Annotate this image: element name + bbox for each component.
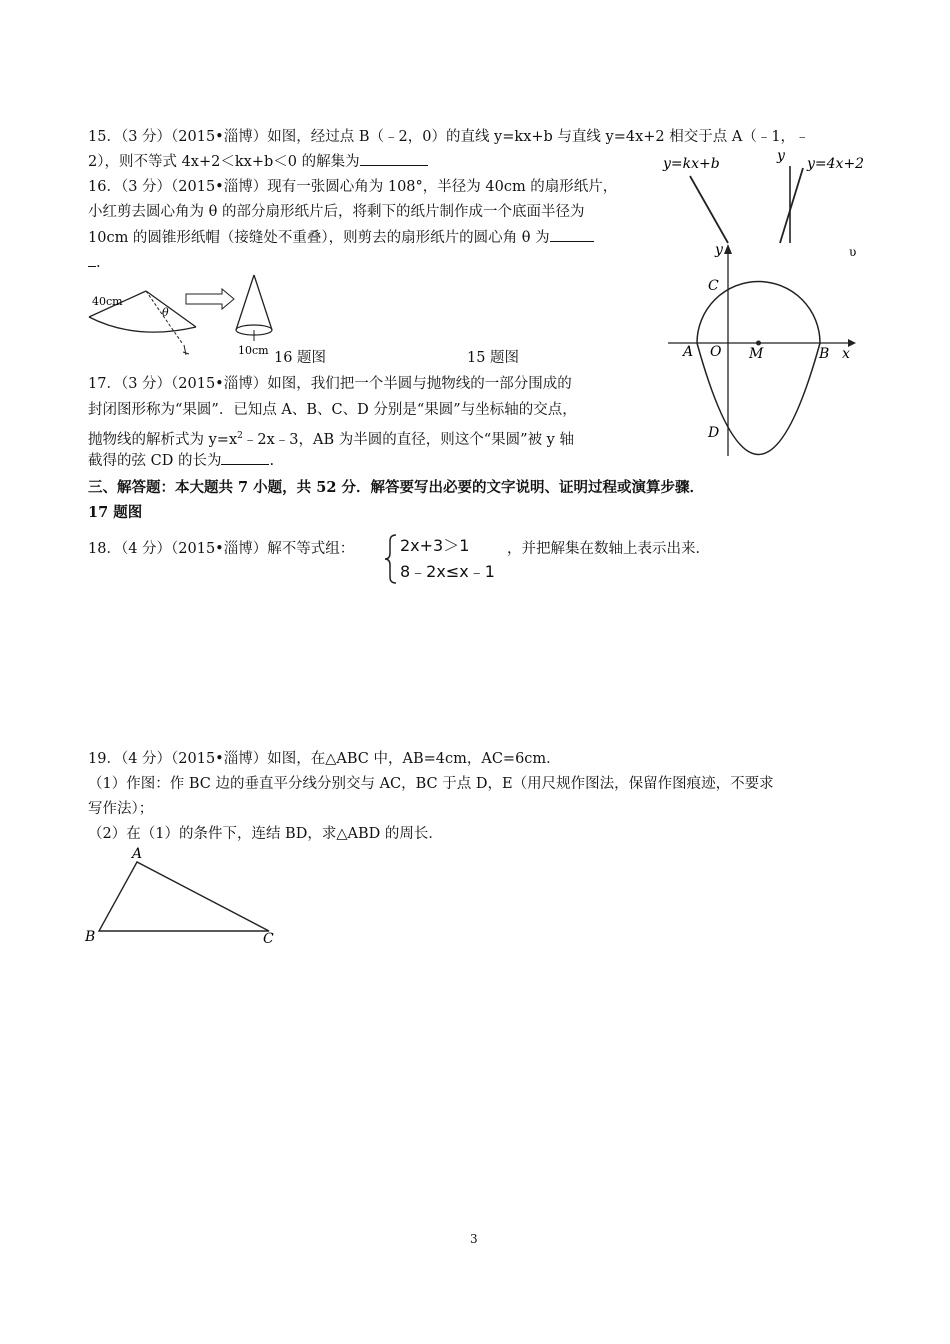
- q15-line-2-text: 2），则不等式 4x+2＜kx+b＜0 的解集为: [88, 154, 360, 170]
- q18-inequality-1: 2x+3＞1: [400, 536, 470, 555]
- q18-text: 18．（4 分）（2015•淄博）解不等式组：: [88, 541, 355, 557]
- q18-tail: ，并把解集在数轴上表示出来．: [507, 541, 710, 557]
- q18-inequality-system: [400, 533, 495, 585]
- q15-answer-blank: [360, 150, 428, 166]
- q19-line-4: （2）在（1）的条件下，连结 BD，求△ABD 的周长．: [88, 826, 443, 842]
- fig17-y-arrow: [724, 244, 732, 254]
- fig17-center-point: [756, 341, 761, 346]
- q16-line-3-text: 10cm 的圆锥形纸帽（接缝处不重叠），则剪去的扇形纸片的圆心角 θ 为: [88, 230, 550, 246]
- q17-answer-blank: [221, 449, 269, 465]
- q17-line-4-end: .: [269, 453, 275, 469]
- fig15-y-label: y: [777, 148, 785, 164]
- arrow-right-icon: [186, 289, 234, 309]
- left-brace-icon: [384, 533, 398, 585]
- figure-16: [86, 273, 286, 365]
- q17-line-4-text: 截得的弦 CD 的长为: [88, 453, 222, 469]
- section-3-heading: 三、解答题：本大题共 7 小题，共 52 分．解答要写出必要的文字说明、证明过程或演算步骤．: [88, 479, 704, 496]
- q16-answer-blank: [550, 226, 594, 242]
- caption-17: 17 题图: [88, 504, 143, 521]
- fig19-label-A: A: [132, 846, 143, 862]
- q19-line-3: 写作法）；: [88, 801, 154, 817]
- fig17-label-M: M: [749, 346, 764, 362]
- fig17-label-D: D: [708, 425, 720, 441]
- caption-15: 15 题图: [467, 350, 520, 366]
- q19-line-1: 19．（4 分）（2015•淄博）如图，在△ABC 中，AB=4cm，AC=6cm．: [88, 751, 561, 767]
- fig16-base-label: 10cm: [238, 344, 269, 357]
- q17-line-4: [88, 449, 274, 474]
- q17-line-3-b: ﹣2x﹣3，AB 为半圆的直径，则这个“果圆”被 y 轴: [242, 431, 574, 448]
- fig17-label-O: O: [710, 344, 722, 360]
- fig15-line-kx-b: [690, 176, 728, 243]
- q16-line-4-end: .: [96, 255, 101, 271]
- q16-line-3: [88, 226, 594, 251]
- page-number: 3: [470, 1232, 478, 1246]
- figure-17: [660, 238, 860, 468]
- fig17-label-A: A: [683, 344, 694, 360]
- q15-line-1: 15．（3 分）（2015•淄博）如图，经过点 B（﹣2，0）的直线 y=kx+b 与直线 y=4x+2 相交于点 A（﹣1，﹣: [88, 129, 810, 145]
- q16-answer-blank-cont: [88, 251, 96, 267]
- fig16-cone-left: [236, 275, 254, 330]
- fig15-line-label-left: y=kx+b: [663, 156, 720, 172]
- caption-16: 16 题图: [274, 350, 327, 366]
- q17-line-2: 封闭图形称为“果圆”．已知点 A、B、C、D 分别是“果圆”与坐标轴的交点，: [88, 402, 577, 418]
- fig17-x-label: x: [842, 346, 850, 362]
- q18-inequality-2: 8﹣2x≤x﹣1: [400, 562, 495, 581]
- fig15-line-label-right: y=4x+2: [807, 156, 865, 172]
- fig17-label-B: B: [819, 346, 830, 362]
- q17-line-3-a: 抛物线的解析式为 y=x: [88, 431, 238, 448]
- q16-line-2: 小红剪去圆心角为 θ 的部分扇形纸片后，将剩下的纸片制作成一个底面半径为: [88, 204, 585, 220]
- q17-line-1: 17．（3 分）（2015•淄博）如图，我们把一个半圆与抛物线的一部分围成的: [88, 376, 572, 392]
- fig19-label-B: B: [85, 929, 96, 945]
- fig16-sector-arc: [89, 317, 196, 332]
- fig16-theta-label: θ: [162, 306, 169, 319]
- fig17-y-label: y: [715, 242, 723, 258]
- fig15-line-4x-2: [780, 168, 803, 243]
- q17-exponent: 2: [237, 431, 243, 441]
- fig16-radius-label: 40cm: [92, 295, 123, 308]
- scissors-icon: [183, 345, 189, 355]
- fig17-label-C: C: [708, 278, 719, 294]
- fig16-cone-right: [254, 275, 272, 330]
- fig15-fragment: υ: [849, 245, 857, 259]
- q16-line-1: 16．（3 分）（2015•淄博）现有一张圆心角为 108°，半径为 40cm 的扇形纸片，: [88, 179, 618, 195]
- q15-line-2: [88, 150, 428, 175]
- figure-19-triangle: [82, 843, 282, 948]
- q19-line-2: （1）作图：作 BC 边的垂直平分线分别交与 AC，BC 于点 D，E（用尺规作图法，保留作图痕迹，不要求: [88, 776, 774, 792]
- fig19-label-C: C: [263, 931, 274, 947]
- triangle-abc: [99, 862, 269, 931]
